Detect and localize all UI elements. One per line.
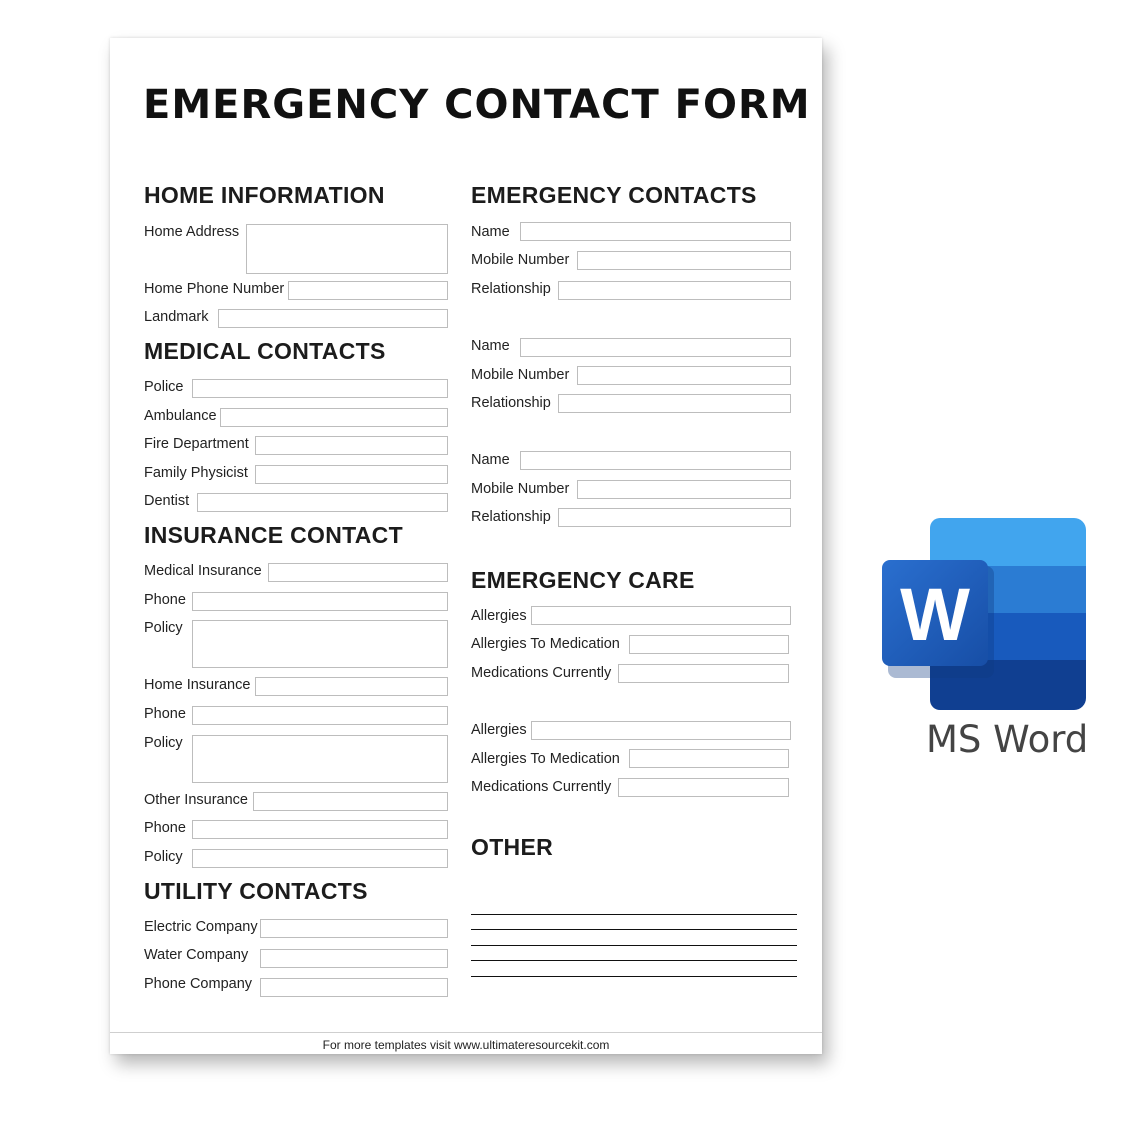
contact-3-relationship-label: Relationship — [471, 509, 551, 525]
home-insurance-field[interactable] — [255, 677, 448, 696]
dentist-label: Dentist — [144, 493, 190, 509]
medical-insurance-policy-label: Policy — [144, 620, 183, 636]
medical-insurance-field[interactable] — [268, 563, 448, 582]
ambulance-field[interactable] — [220, 408, 448, 427]
contact-1-name-label: Name — [471, 224, 510, 240]
home-insurance-phone-field[interactable] — [192, 706, 448, 725]
care-2-allergies-label: Allergies — [471, 722, 527, 738]
care-1-allergies-field[interactable] — [531, 606, 791, 625]
contact-2-relationship-field[interactable] — [558, 394, 791, 413]
contact-2-mobile-label: Mobile Number — [471, 367, 570, 383]
fire-department-label: Fire Department — [144, 436, 249, 452]
water-company-label: Water Company — [144, 947, 249, 963]
emergency-care-heading: EMERGENCY CARE — [471, 567, 695, 593]
ms-word-icon — [882, 518, 1086, 710]
home-information-heading: HOME INFORMATION — [144, 182, 385, 208]
utility-contacts-heading: UTILITY CONTACTS — [144, 878, 368, 904]
home-phone-label: Home Phone Number — [144, 281, 285, 297]
water-company-field[interactable] — [260, 949, 448, 968]
other-insurance-phone-label: Phone — [144, 820, 186, 836]
contact-3-mobile-field[interactable] — [577, 480, 791, 499]
home-insurance-policy-field[interactable] — [192, 735, 448, 783]
other-insurance-policy-field[interactable] — [192, 849, 448, 868]
home-address-field[interactable] — [246, 224, 448, 274]
word-icon-letter: W — [900, 573, 970, 656]
medical-insurance-phone-field[interactable] — [192, 592, 448, 611]
home-insurance-policy-label: Policy — [144, 735, 183, 751]
care-1-allergies-medication-label: Allergies To Medication — [471, 636, 620, 652]
medical-contacts-heading: MEDICAL CONTACTS — [144, 338, 386, 364]
home-phone-field[interactable] — [288, 281, 448, 300]
contact-1-relationship-label: Relationship — [471, 281, 551, 297]
contact-3-relationship-field[interactable] — [558, 508, 791, 527]
phone-company-field[interactable] — [260, 978, 448, 997]
other-insurance-policy-label: Policy — [144, 849, 183, 865]
landmark-label: Landmark — [144, 309, 209, 325]
form-page — [110, 38, 822, 1054]
contact-1-name-field[interactable] — [520, 222, 791, 241]
other-line-4[interactable] — [471, 960, 797, 961]
other-line-3[interactable] — [471, 945, 797, 946]
care-2-allergies-field[interactable] — [531, 721, 791, 740]
ms-word-label: MS Word — [926, 718, 1089, 761]
contact-1-relationship-field[interactable] — [558, 281, 791, 300]
contact-1-mobile-field[interactable] — [577, 251, 791, 270]
medical-insurance-phone-label: Phone — [144, 592, 186, 608]
insurance-contact-heading: INSURANCE CONTACT — [144, 522, 403, 548]
police-label: Police — [144, 379, 184, 395]
other-line-2[interactable] — [471, 929, 797, 930]
family-physicist-field[interactable] — [255, 465, 448, 484]
care-1-medications-label: Medications Currently — [471, 665, 612, 681]
care-2-allergies-medication-field[interactable] — [629, 749, 789, 768]
ambulance-label: Ambulance — [144, 408, 217, 424]
other-insurance-field[interactable] — [253, 792, 448, 811]
care-2-medications-field[interactable] — [618, 778, 789, 797]
form-title: EMERGENCY CONTACT FORM — [143, 82, 811, 128]
landmark-field[interactable] — [218, 309, 448, 328]
medical-insurance-label: Medical Insurance — [144, 563, 262, 579]
contact-2-name-field[interactable] — [520, 338, 791, 357]
home-insurance-phone-label: Phone — [144, 706, 186, 722]
contact-3-name-label: Name — [471, 452, 510, 468]
footer-divider — [110, 1032, 822, 1033]
other-line-5[interactable] — [471, 976, 797, 977]
other-insurance-phone-field[interactable] — [192, 820, 448, 839]
other-insurance-label: Other Insurance — [144, 792, 248, 808]
electric-company-field[interactable] — [260, 919, 448, 938]
home-address-label: Home Address — [144, 224, 240, 240]
footer-text: For more templates visit www.ultimateresourcekit.com — [322, 1038, 610, 1052]
care-2-medications-label: Medications Currently — [471, 779, 612, 795]
other-heading: OTHER — [471, 834, 553, 860]
police-field[interactable] — [192, 379, 448, 398]
contact-2-mobile-field[interactable] — [577, 366, 791, 385]
contact-3-name-field[interactable] — [520, 451, 791, 470]
care-1-allergies-medication-field[interactable] — [629, 635, 789, 654]
care-1-medications-field[interactable] — [618, 664, 789, 683]
electric-company-label: Electric Company — [144, 919, 258, 935]
dentist-field[interactable] — [197, 493, 448, 512]
home-insurance-label: Home Insurance — [144, 677, 251, 693]
emergency-contacts-heading: EMERGENCY CONTACTS — [471, 182, 757, 208]
contact-3-mobile-label: Mobile Number — [471, 481, 570, 497]
family-physicist-label: Family Physicist — [144, 465, 248, 481]
contact-1-mobile-label: Mobile Number — [471, 252, 570, 268]
care-2-allergies-medication-label: Allergies To Medication — [471, 751, 620, 767]
contact-2-name-label: Name — [471, 338, 510, 354]
contact-2-relationship-label: Relationship — [471, 395, 551, 411]
fire-department-field[interactable] — [255, 436, 448, 455]
other-line-1[interactable] — [471, 914, 797, 915]
care-1-allergies-label: Allergies — [471, 608, 527, 624]
phone-company-label: Phone Company — [144, 976, 253, 992]
medical-insurance-policy-field[interactable] — [192, 620, 448, 668]
